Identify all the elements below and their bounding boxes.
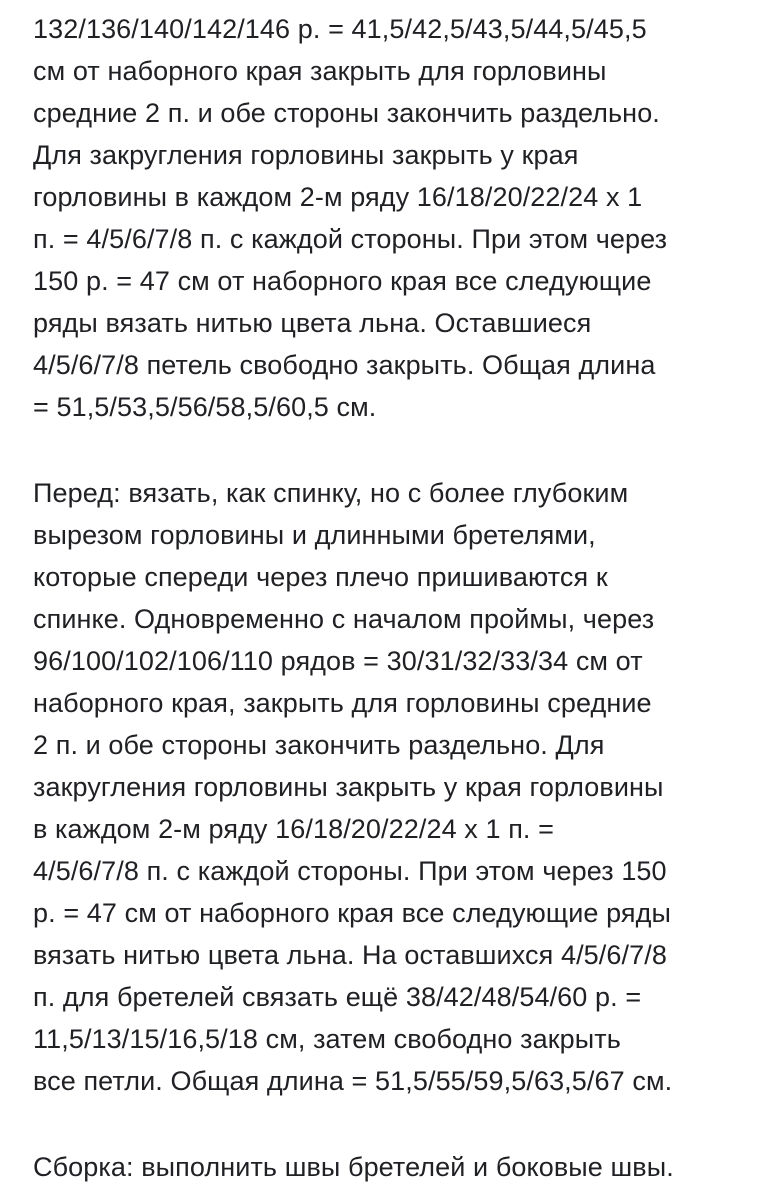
text-line: п. для бретелей связать ещё 38/42/48/54/60 р. = xyxy=(33,982,642,1012)
text-line: все петли. Общая длина = 51,5/55/59,5/63,5/67 см. xyxy=(33,1066,673,1096)
text-line: = 51,5/53,5/56/58,5/60,5 см. xyxy=(33,392,377,422)
text-line: Сборка: выполнить швы бретелей и боковые швы. xyxy=(33,1152,674,1182)
text-line: которые спереди через плечо пришиваются к xyxy=(33,562,608,592)
text-line: горловины в каждом 2-м ряду 16/18/20/22/24 х 1 xyxy=(33,182,643,212)
text-line: 96/100/102/106/110 рядов = 30/31/32/33/34 см от xyxy=(33,646,643,676)
text-line: 4/5/6/7/8 петель свободно закрыть. Общая длина xyxy=(33,350,656,380)
paragraph-back-neckline xyxy=(33,8,667,428)
text-line: средние 2 п. и обе стороны закончить раздельно. xyxy=(33,98,660,128)
text-line: см от наборного края закрыть для горловины xyxy=(33,56,607,86)
text-line: спинке. Одновременно с началом проймы, через xyxy=(33,604,655,634)
text-line: Для закругления горловины закрыть у края xyxy=(33,140,579,170)
text-line: Перед: вязать, как спинку, но с более глубоким xyxy=(33,478,629,508)
paragraph-front xyxy=(33,472,672,1102)
text-line: ряды вязать нитью цвета льна. Оставшиеся xyxy=(33,308,592,338)
text-line: вырезом горловины и длинными бретелями, xyxy=(33,520,596,550)
text-line: р. = 47 см от наборного края все следующие ряды xyxy=(33,898,672,928)
text-line: 2 п. и обе стороны закончить раздельно. Для xyxy=(33,730,605,760)
paragraph-assembly xyxy=(33,1146,674,1188)
text-line: 132/136/140/142/146 р. = 41,5/42,5/43,5/44,5/45,5 xyxy=(33,14,647,44)
text-line: в каждом 2-м ряду 16/18/20/22/24 х 1 п. = xyxy=(33,814,555,844)
text-line: закругления горловины закрыть у края горловины xyxy=(33,772,664,802)
text-line: 11,5/13/15/16,5/18 см, затем свободно закрыть xyxy=(33,1024,621,1054)
text-line: вязать нитью цвета льна. На оставшихся 4/5/6/7/8 xyxy=(33,940,667,970)
text-line: 4/5/6/7/8 п. с каждой стороны. При этом через 150 xyxy=(33,856,667,886)
text-line: наборного края, закрыть для горловины средние xyxy=(33,688,652,718)
text-line: п. = 4/5/6/7/8 п. с каждой стороны. При этом через xyxy=(33,224,668,254)
text-line: 150 р. = 47 см от наборного края все следующие xyxy=(33,266,652,296)
